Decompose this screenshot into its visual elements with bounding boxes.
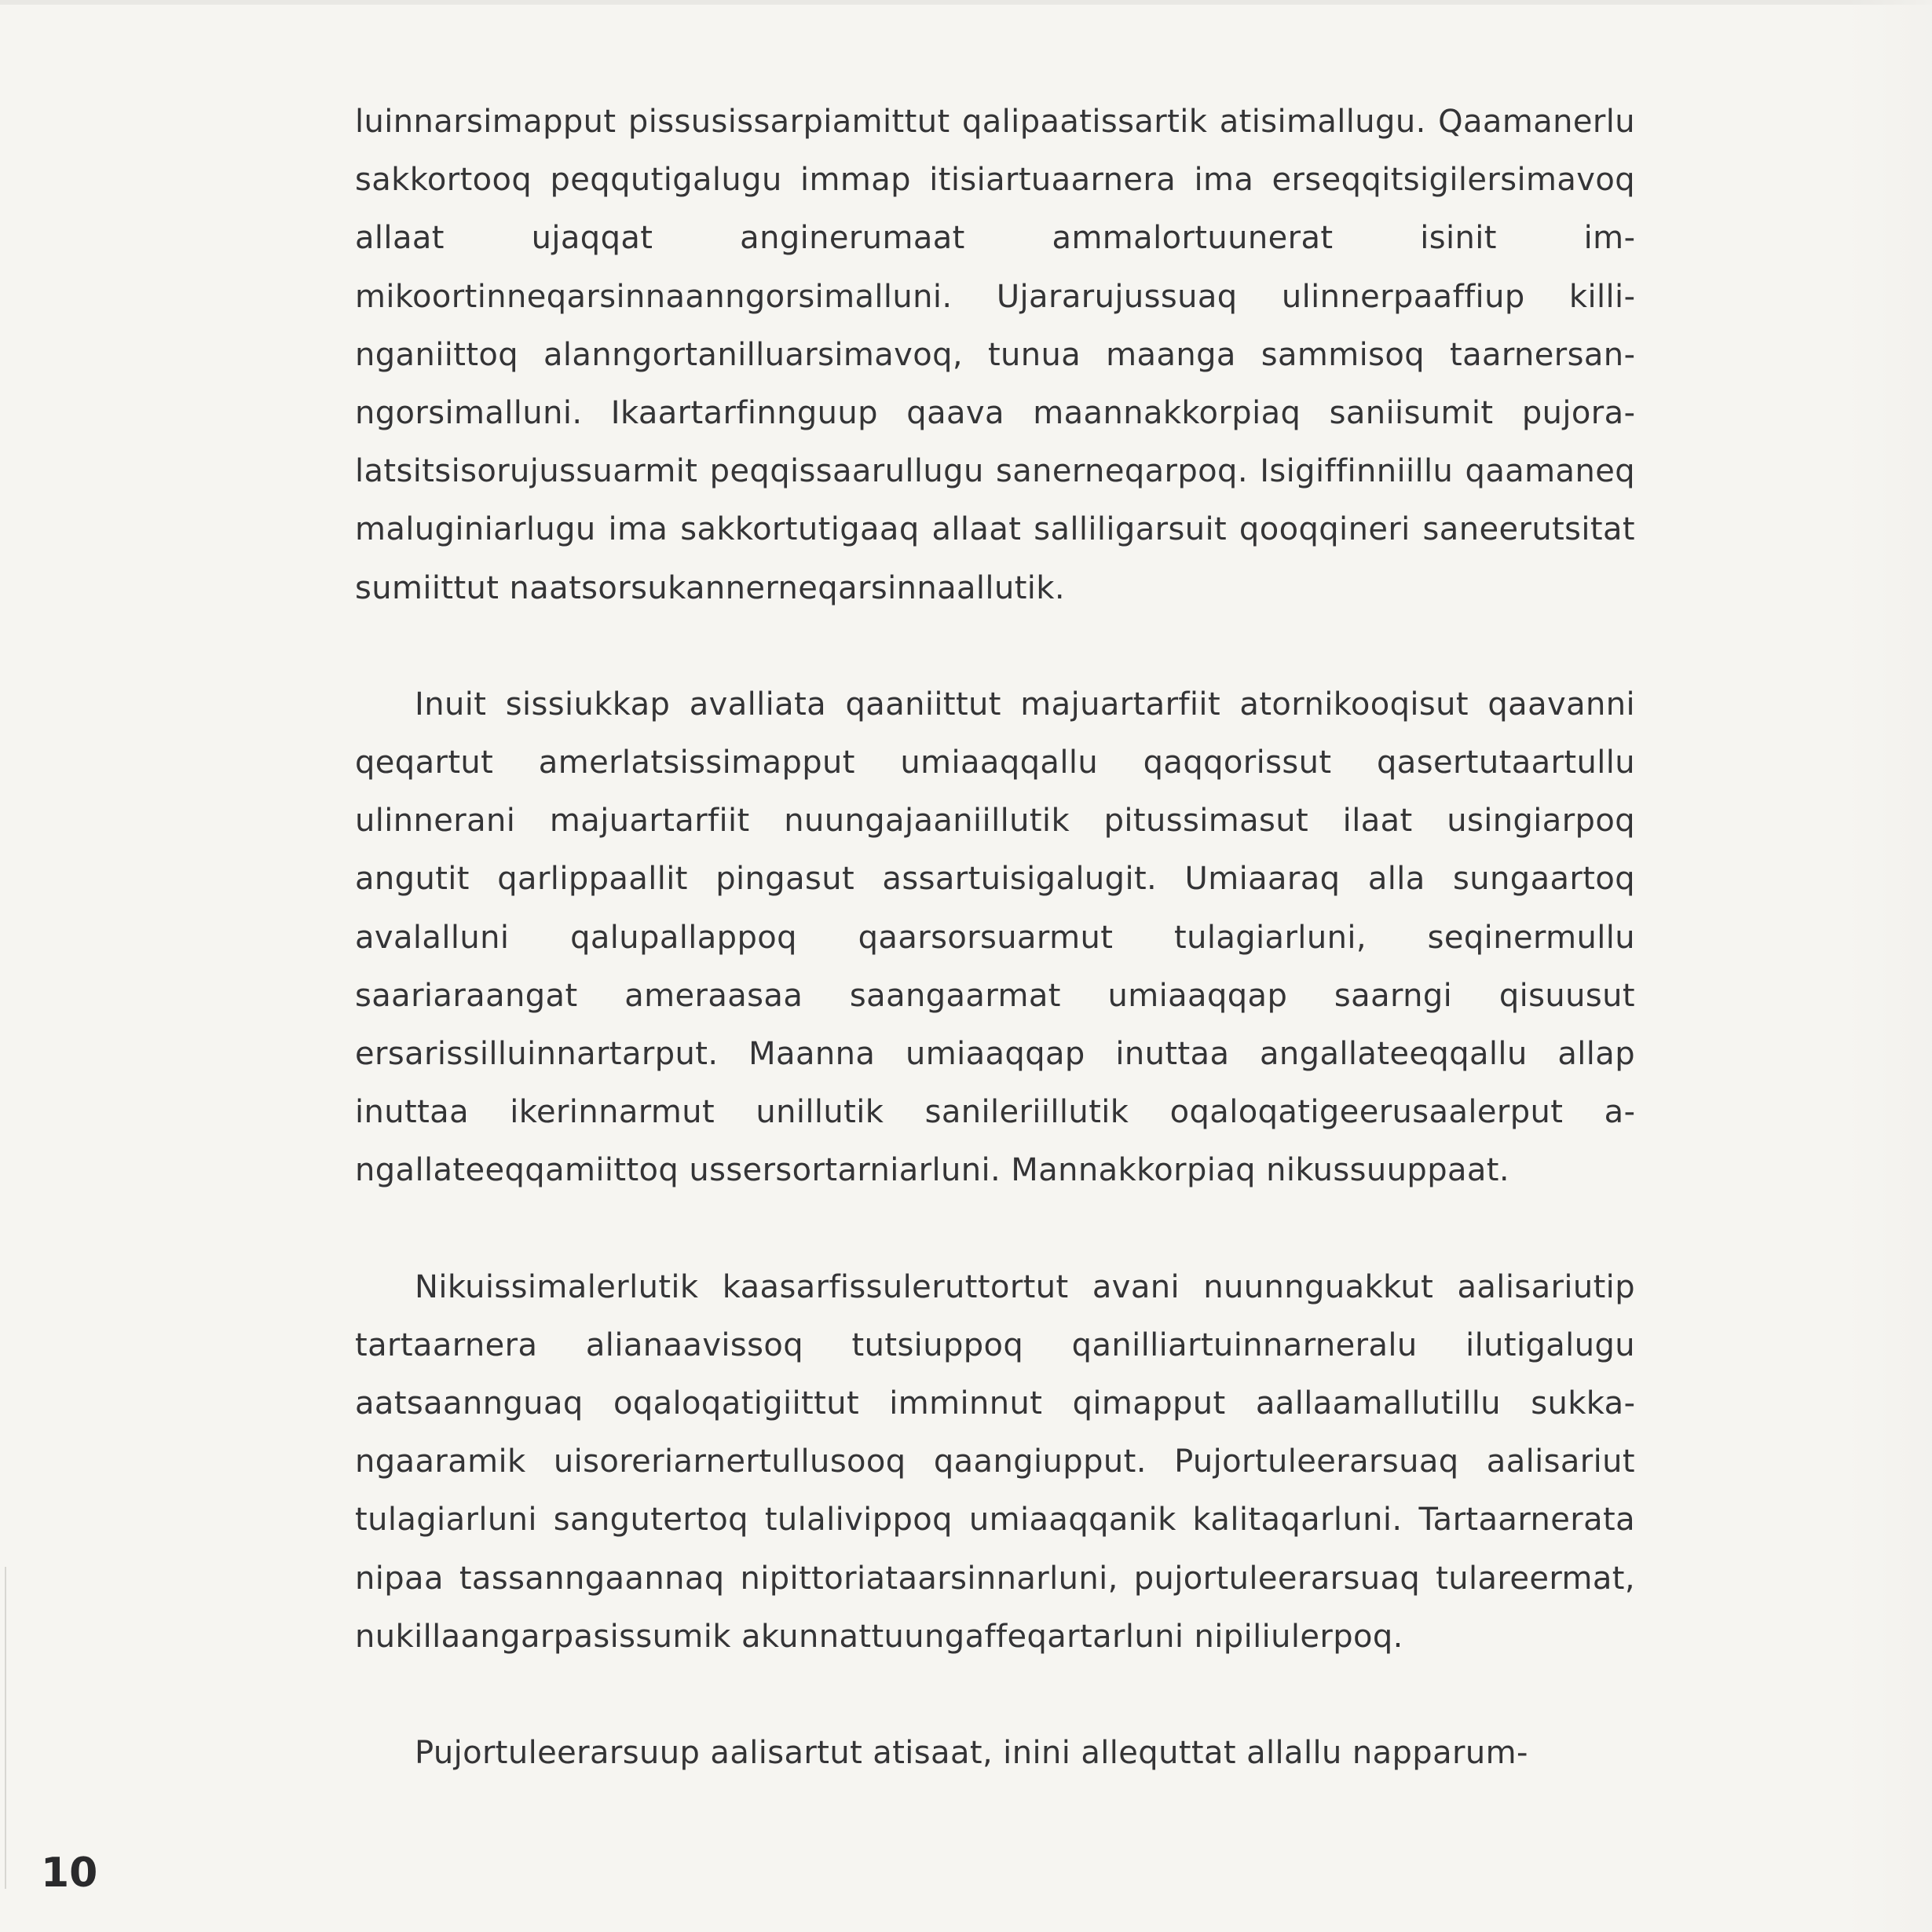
- page-right-edge-shadow: [1846, 0, 1932, 1932]
- paragraph-1: luinnarsimapput pissusissarpiamittut qalipaatissartik atisimallugu. Qaamanerlu sakkortooq peqqutigalugu immap itisiartuaarnera ima erseqqitsigilersimavoq allaat ujaqqat anginerumaat ammalortuunerat isinit immikoortinneqarsinnaanngorsimalluni. Ujararujussuaq ulinnerpaaffiup killinganiittoq alanngortanilluarsimavoq, tunua maanga sammisoq taarnersanngorsimalluni. Ikaartarfinnguup qaava maannakkorpiaq saniisumit pujoralatsitsisorujussuarmit peqqissaarullugu sanerneqarpoq. Isigiffinniillu qaamaneq maluginiarlugu ima sakkortutigaaq allaat salliligarsuit qooqqineri saneerutsitat sumiittut naatsorsukannerneqarsinnaallutik.: [355, 104, 1635, 606]
- page-number: 10: [41, 1850, 98, 1897]
- paragraph-3: Nikuissimalerlutik kaasarfissuleruttortut avani nuunnguakkut aalisariutip tartaarnera alianaavissoq tutsiuppoq qanilliartuinnarneralu ilutigalugu aatsaannguaq oqaloqatigiittut imminnut qimapput aallaamallutillu sukkangaaramik uisoreriarnertullusooq qaangiupput. Pujortuleerarsuaq aalisariut tulagiarluni sangutertoq tulalivippoq umiaaqqanik kalitaqarluni. Tartaarnerata nipaa tassanngaannaq nipittoriataarsinnarluni, pujortuleerarsuaq tulareermat, nukillaangarpasissumik akunnattuungaffeqartarluni nipiliulerpoq.: [355, 1268, 1635, 1655]
- page-left-edge-line: [5, 1567, 6, 1889]
- body-text-column: [355, 93, 1635, 1782]
- paragraph-4: Pujortuleerarsuup aalisartut atisaat, inini allequttat allallu napparum-: [415, 1735, 1528, 1772]
- paragraph-2: Inuit sissiukkap avalliata qaaniittut majuartarfiit atornikooqisut qaavanni qeqartut amerlatsissimapput umiaaqqallu qaqqorissut qasertutaartullu ulinnerani majuartarfiit nuungajaaniillutik pitussimasut ilaat usingiarpoq angutit qarlippaallit pingasut assartuisigalugit. Umiaaraq alla sungaartoq avalalluni qalupallappoq qaarsorsuarmut tulagiarluni, seqinermullu saariaraangat ameraasaa saangaarmat umiaaqqap saarngi qisuusut ersarissilluinnartarput. Maanna umiaaqqap inuttaa angallateeqqallu allap inuttaa ikerinnarmut unillutik sanileriillutik oqaloqatigeerusaalerput angallateeqqamiittoq ussersortarniarluni. Mannakkorpiaq nikussuuppaat.: [355, 686, 1635, 1189]
- page-top-edge: [0, 0, 1932, 5]
